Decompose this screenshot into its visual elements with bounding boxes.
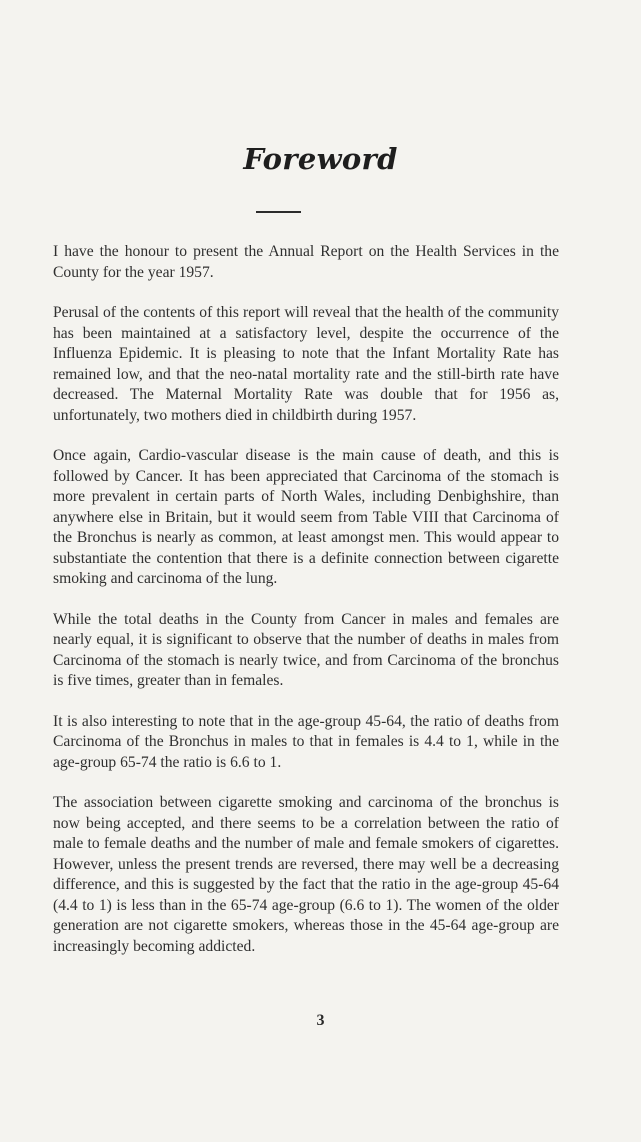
page-title: Foreword — [243, 142, 398, 176]
paragraph-4: While the total deaths in the County from Cancer in males and females are nearly equal, it is significant to observe that the number of deaths in males from Carcinoma of the stomach is nearly twice, and from Carcinoma of the bronchus is five times, greater than in females. — [53, 610, 559, 689]
body-text — [53, 242, 559, 977]
paragraph-6: The association between cigarette smoking and carcinoma of the bronchus is now being accepted, and there seems to be a correlation between the ratio of male to female deaths and the number of male and female smokers of cigarettes. However, unless the present trends are reversed, there may well be a decreasing difference, and this is suggested by the fact that the ratio in the age-group 45-64 (4.4 to 1) is less than in the 65-74 age-group (6.6 to 1). The women of the older generation are not cigarette smokers, whereas those in the 45-64 age-group are increasingly becoming addicted. — [53, 794, 559, 955]
page-number: 3 — [316, 1012, 325, 1029]
title-divider — [256, 211, 301, 213]
paragraph-5: It is also interesting to note that in the age-group 45-64, the ratio of deaths from Carcinoma of the Bronchus in males to that in females is 4.4 to 1, while in the age-group 65-74 the ratio is 6.6 to 1. — [53, 712, 559, 771]
paragraph-1: I have the honour to present the Annual Report on the Health Services in the County for the year 1957. — [53, 243, 559, 281]
paragraph-2: Perusal of the contents of this report will reveal that the health of the community has been maintained at a satisfactory level, despite the occurrence of the Influenza Epidemic. It is pleasing to note that the Infant Mortality Rate has remained low, and that the neo-natal mortality rate and the still-birth rate have decreased. The Maternal Mortality Rate was double that for 1956 as, unfortunately, two mothers died in childbirth during 1957. — [53, 304, 559, 424]
paragraph-3: Once again, Cardio-vascular disease is the main cause of death, and this is followed by Cancer. It has been appreciated that Carcinoma of the stomach is more prevalent in certain parts of North Wales, including Denbighshire, than anywhere else in Britain, but it would seem from Table VIII that Carcinoma of the Bronchus is nearly as common, at least amongst men. This would appear to substantiate the contention that there is a definite connection between cigarette smoking and carcinoma of the lung. — [53, 447, 559, 587]
